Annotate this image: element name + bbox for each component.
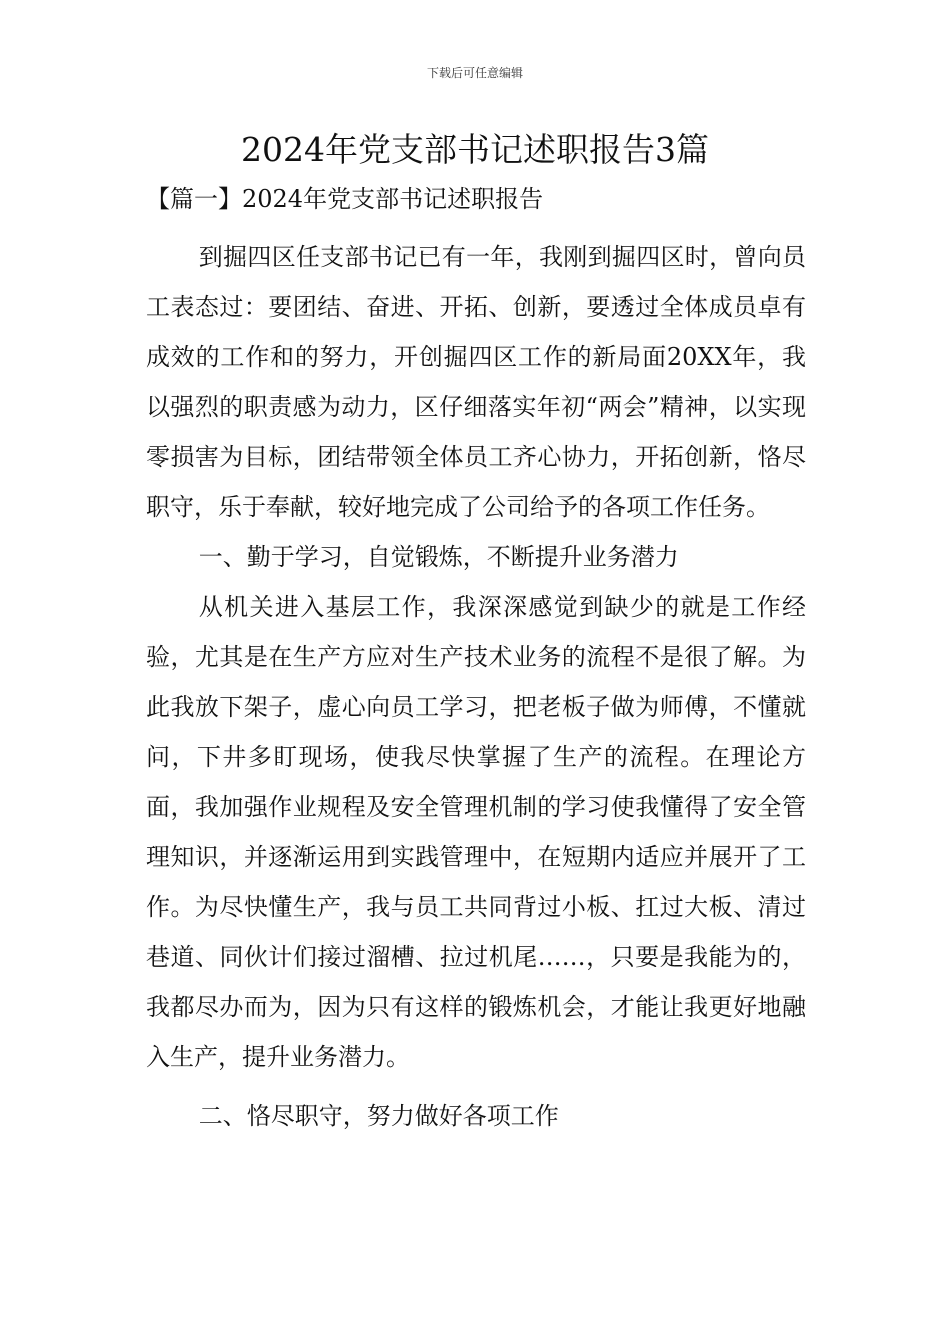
heading-section-2: 二、恪尽职守，努力做好各项工作 xyxy=(198,1102,559,1130)
section-label: 【篇一】2024年党支部书记述职报告 xyxy=(146,185,544,213)
document-body xyxy=(146,232,806,1141)
header-note: 下载后可任意编辑 xyxy=(426,66,523,80)
heading-section-1: 一、勤于学习，自觉锻炼，不断提升业务潜力 xyxy=(198,543,679,571)
paragraph-section-1: 从机关进入基层工作，我深深感觉到缺少的就是工作经验，尤其是在生产方应对生产技术业务的流程不是很了解。为此我放下架子，虚心向员工学习，把老板子做为师傅，不懂就问，下井多盯现场，使我尽快掌握了生产的流程。在理论方面，我加强作业规程及安全管理机制的学习使我懂得了安全管理知识，并逐渐运用到实践管理中，在短期内适应并展开了工作。为尽快懂生产，我与员工共同背过小板、扛过大板、清过巷道、同伙计们接过溜槽、拉过机尾……，只要是我能为的，我都尽办而为，因为只有这样的锻炼机会，才能让我更好地融入生产，提升业务潜力。 xyxy=(146,593,806,1071)
paragraph-intro: 到掘四区任支部书记已有一年，我刚到掘四区时，曾向员工表态过：要团结、奋进、开拓、创新，要透过全体成员卓有成效的工作和的努力，开创掘四区工作的新局面20XX年，我以强烈的职责感为动力，区仔细落实年初“两会”精神，以实现零损害为目标，团结带领全体员工齐心协力，开拓创新，恪尽职守，乐于奉献，较好地完成了公司给予的各项工作任务。 xyxy=(146,243,806,521)
document-title: 2024年党支部书记述职报告3篇 xyxy=(241,130,709,169)
